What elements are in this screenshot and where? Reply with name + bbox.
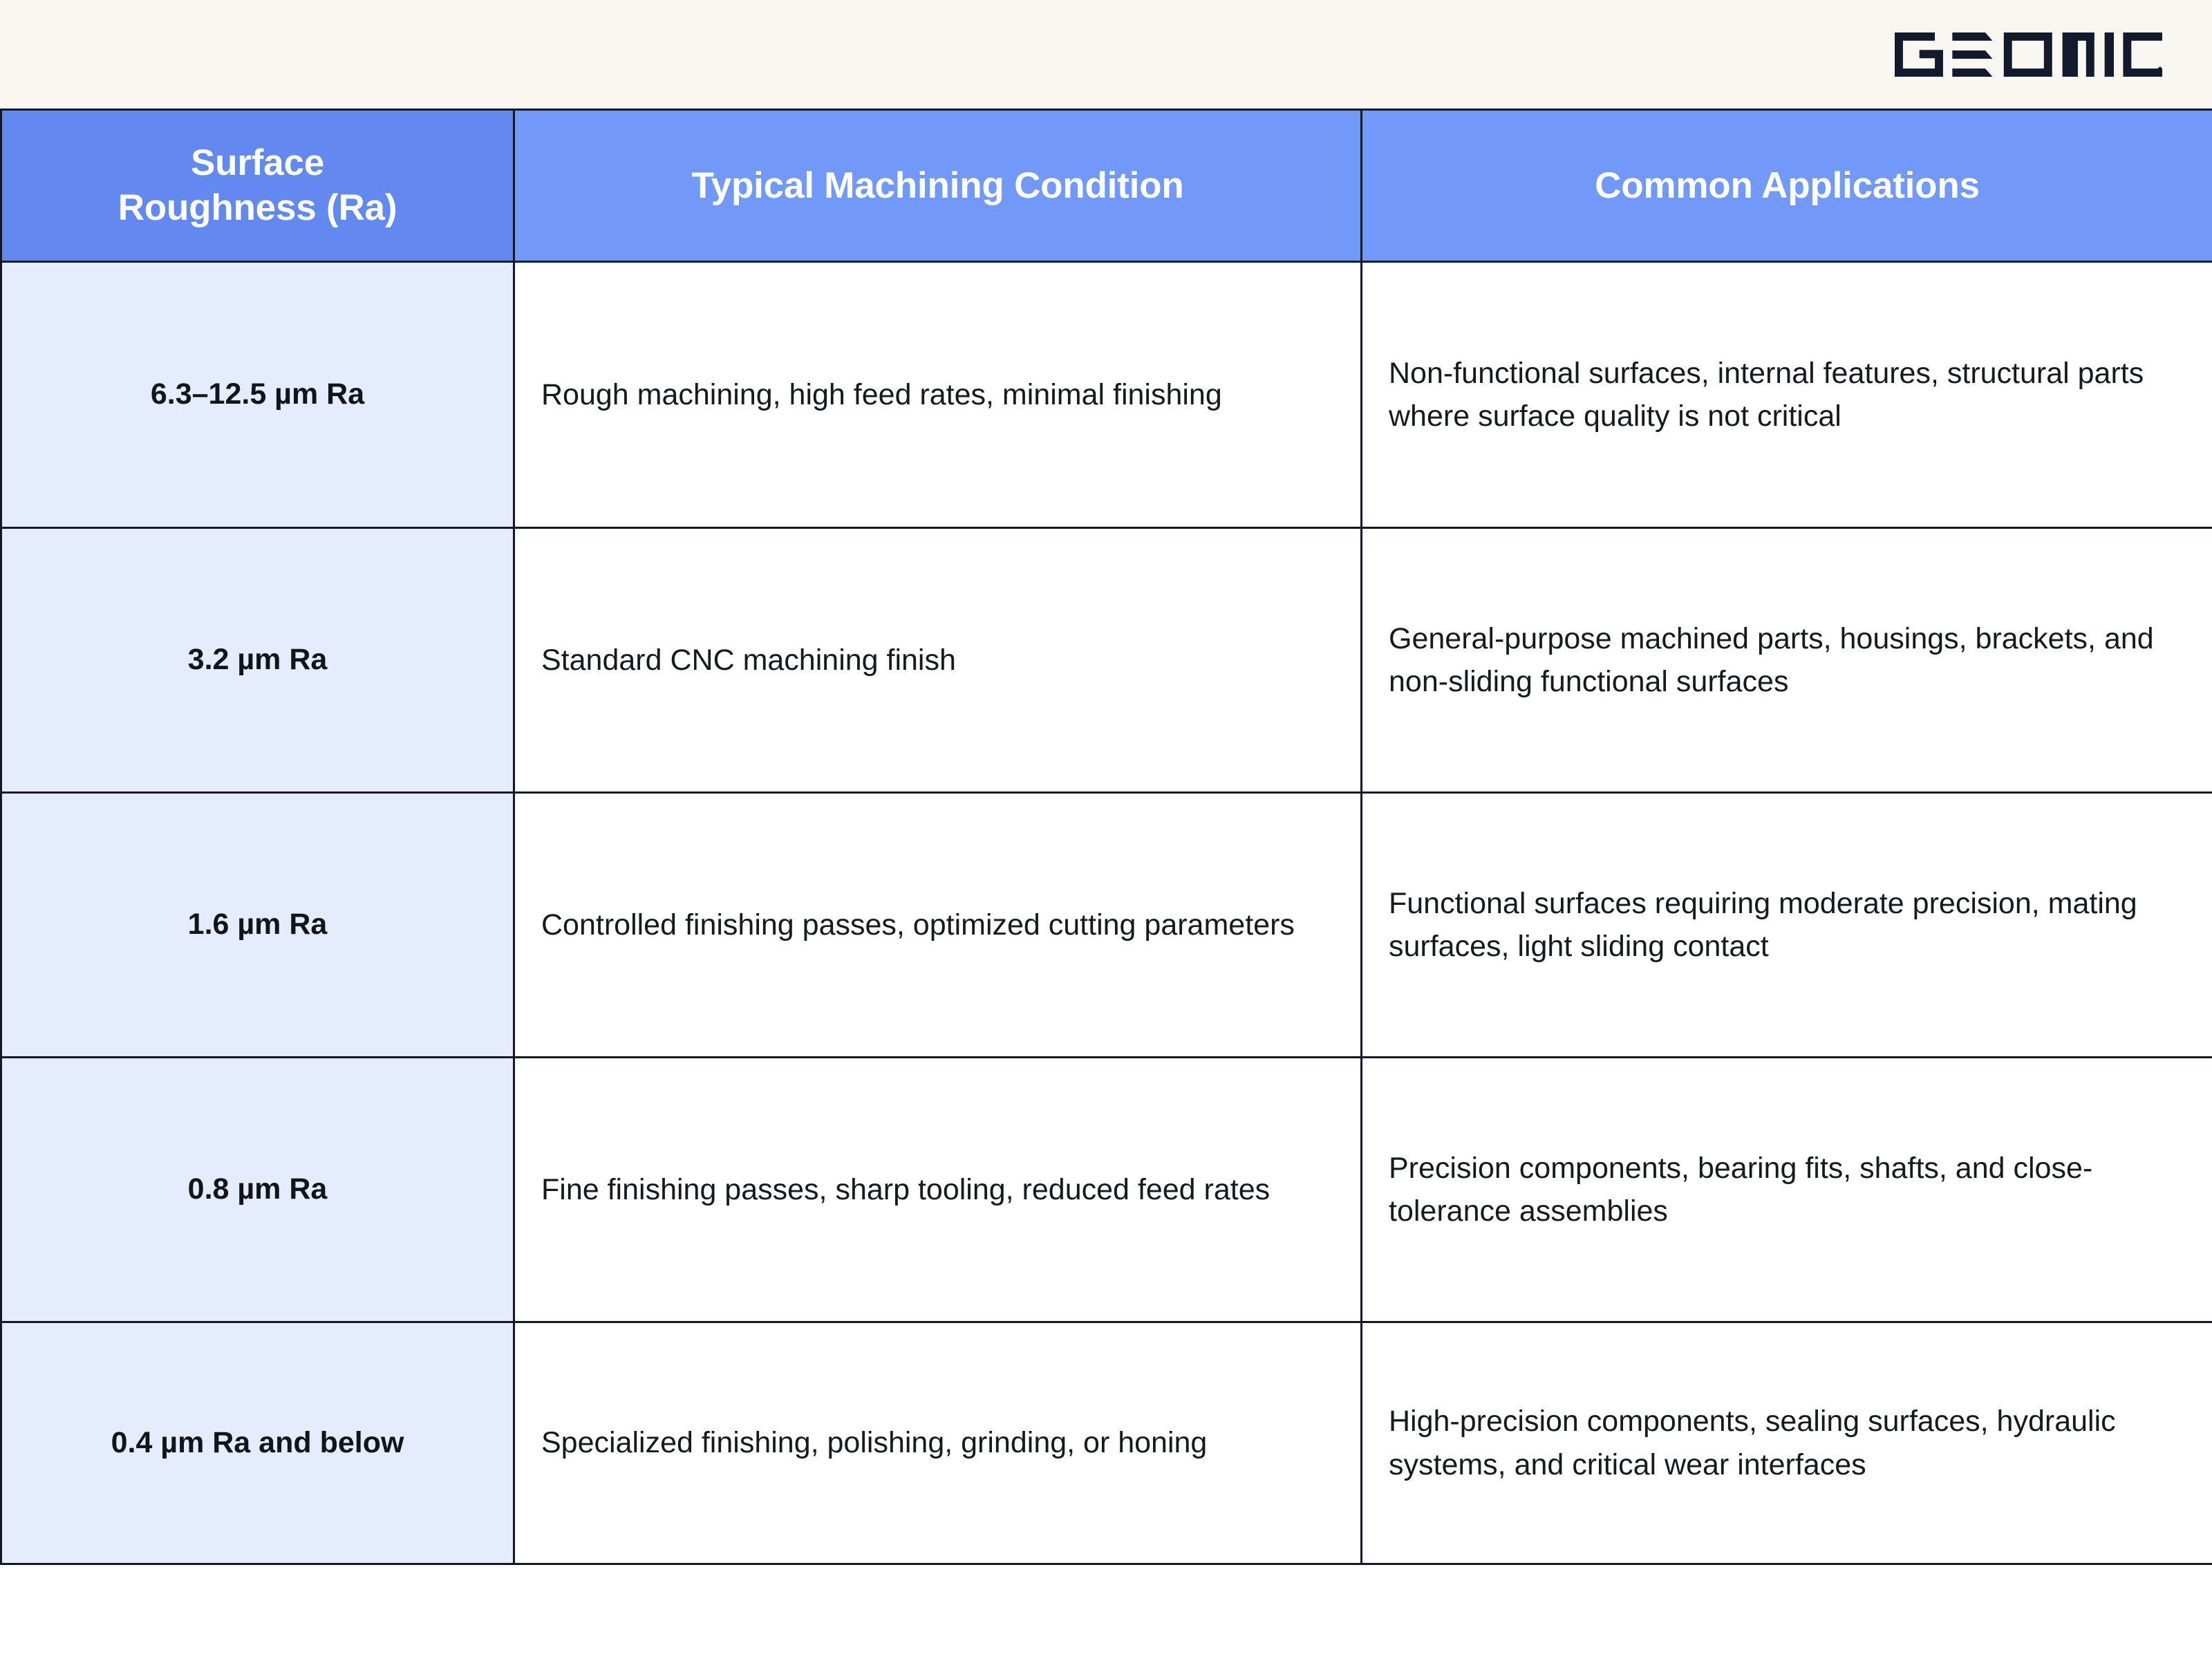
column-header-common-applications: Common Applications <box>1362 110 2212 262</box>
table-row <box>1 1058 2212 1322</box>
cell-surface-roughness: 0.4 µm Ra and below <box>1 1322 514 1564</box>
cell-common-applications: General-purpose machined parts, housings, brackets, and non-sliding functional surfaces <box>1362 528 2212 793</box>
cell-machining-condition: Rough machining, high feed rates, minimal finishing <box>514 262 1362 528</box>
cell-common-applications: Precision components, bearing fits, shafts, and close-tolerance assemblies <box>1362 1058 2212 1322</box>
cell-machining-condition: Fine finishing passes, sharp tooling, reduced feed rates <box>514 1058 1362 1322</box>
table-row <box>1 793 2212 1058</box>
table-row <box>1 528 2212 793</box>
top-banner <box>0 0 2212 109</box>
column-header-typical-machining-condition: Typical Machining Condition <box>514 110 1362 262</box>
column-header-surface-roughness <box>1 110 514 262</box>
cell-common-applications: High-precision components, sealing surfaces, hydraulic systems, and critical wear interfaces <box>1362 1322 2212 1564</box>
header-line-1: Surface <box>190 142 325 183</box>
cell-machining-condition: Controlled finishing passes, optimized cutting parameters <box>514 793 1362 1058</box>
table-header <box>1 110 2212 262</box>
cell-surface-roughness: 6.3–12.5 µm Ra <box>1 262 514 528</box>
cell-common-applications: Functional surfaces requiring moderate precision, mating surfaces, light sliding contact <box>1362 793 2212 1058</box>
cell-surface-roughness: 1.6 µm Ra <box>1 793 514 1058</box>
surface-roughness-table <box>0 109 2212 1565</box>
header-line-2: Roughness (Ra) <box>118 187 397 228</box>
table-row <box>1 1322 2212 1564</box>
cell-machining-condition: Specialized finishing, polishing, grinding, or honing <box>514 1322 1362 1564</box>
cell-machining-condition: Standard CNC machining finish <box>514 528 1362 793</box>
geomiq-logo <box>1895 32 2162 77</box>
cell-common-applications: Non-functional surfaces, internal features, structural parts where surface quality is not critical <box>1362 262 2212 528</box>
cell-surface-roughness: 0.8 µm Ra <box>1 1058 514 1322</box>
table-body <box>1 262 2212 1564</box>
header-row <box>1 110 2212 262</box>
table-row <box>1 262 2212 528</box>
cell-surface-roughness: 3.2 µm Ra <box>1 528 514 793</box>
